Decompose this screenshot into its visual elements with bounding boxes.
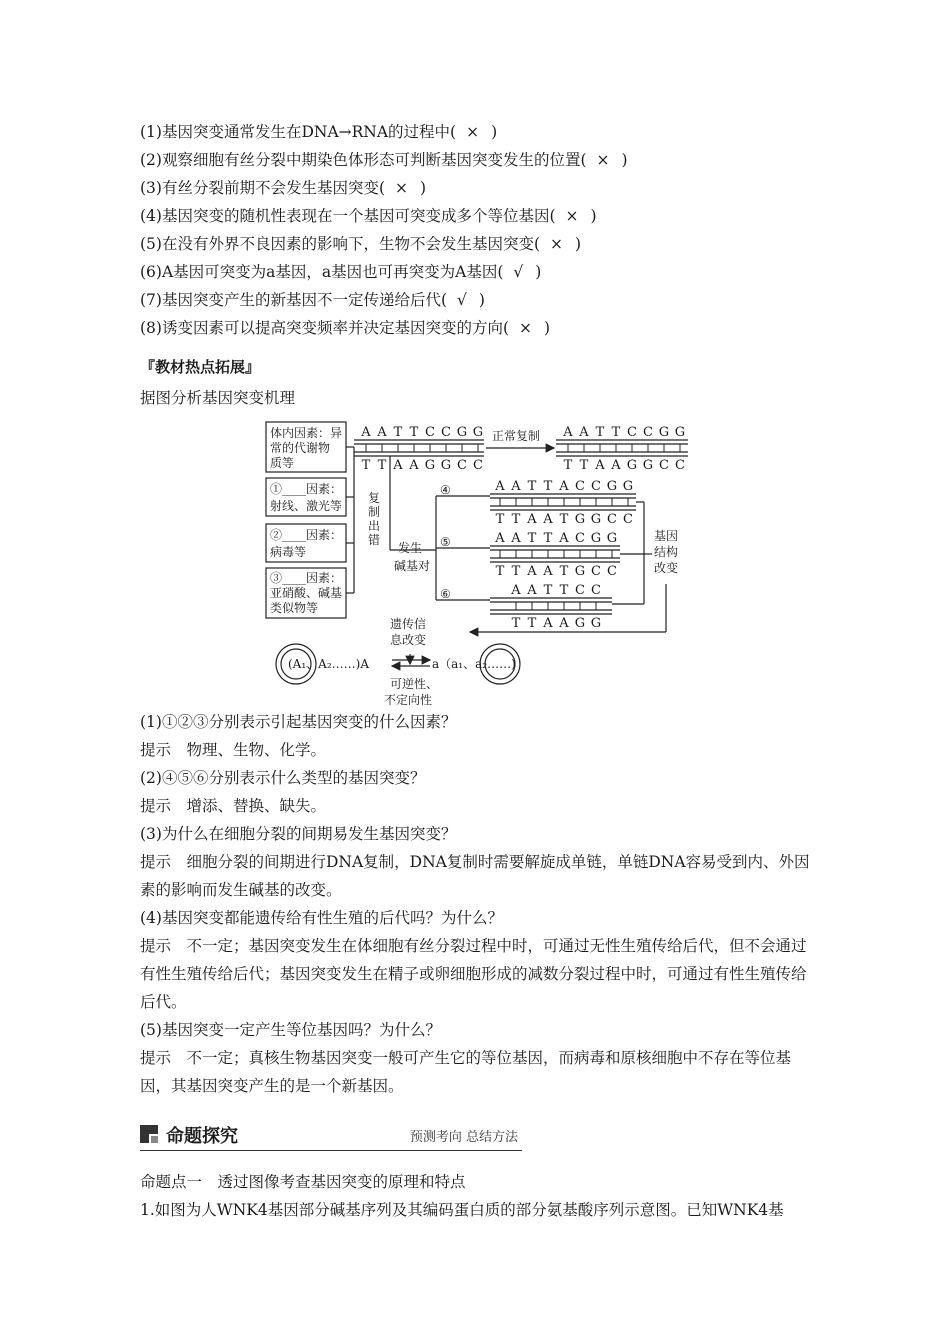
judgement-close: ) <box>420 179 427 197</box>
base-letter: A <box>527 583 537 598</box>
base-letter: T <box>527 531 537 546</box>
box1-line: 质等 <box>270 456 295 470</box>
answer: 提示 物理、生物、化学。 <box>140 741 327 759</box>
section-square-icon <box>140 1125 158 1143</box>
base-letter: G <box>606 531 618 546</box>
m5-strand1 <box>494 531 617 546</box>
top-right-strand1 <box>562 425 685 440</box>
base-letter: C <box>575 583 585 598</box>
section-title: 教材热点拓展 <box>155 358 246 376</box>
judgement-text: (2)观察细胞有丝分裂中期染色体形态可判断基因突变发生的位置( <box>140 151 587 169</box>
traits-line: 可逆性、 <box>390 677 439 691</box>
ticks-m5 <box>500 550 612 558</box>
judgement-close: ) <box>590 207 597 225</box>
judgement-mark: × <box>519 319 533 337</box>
base-letter: C <box>623 512 633 527</box>
banner-title: 命题探究 <box>166 1126 238 1147</box>
base-letter: A <box>543 512 553 527</box>
base-letter: C <box>675 458 685 473</box>
answer: 提示 不一定；基因突变发生在体细胞有丝分裂过程中时，可通过无性生殖传给后代，但不会通过有性生殖传给后代；基因突变发生在精子或卵细胞形成的减数分裂过程中时，可通过有性生殖传给后代。 <box>140 937 807 1011</box>
structure-change-line: 结构 <box>654 545 679 559</box>
base-letter: C <box>575 531 585 546</box>
answer: 提示 增添、替换、缺失。 <box>140 797 327 815</box>
ticks-m6 <box>516 602 596 610</box>
info-change-line: 息改变 <box>390 633 427 647</box>
base-letter: C <box>659 458 669 473</box>
normal-copy-label: 正常复制 <box>492 429 541 443</box>
base-letter: A <box>377 425 387 440</box>
base-letter: C <box>591 479 601 494</box>
base-letter: A <box>595 458 605 473</box>
base-letter: A <box>559 479 569 494</box>
base-letter: A <box>527 564 537 579</box>
base-letter: C <box>591 583 601 598</box>
base-letter: C <box>607 512 617 527</box>
ticks-top-left <box>366 444 478 452</box>
base-letter: T <box>511 512 521 527</box>
base-letter: G <box>658 425 670 440</box>
box4-line: 亚硝酸、碱基 <box>270 586 343 600</box>
answer: 提示 不一定；真核生物基因突变一般可产生它的等位基因，而病毒和原核细胞中不存在等位基因，其基因突变产生的是一个新基因。 <box>140 1049 792 1095</box>
base-letter: G <box>674 425 686 440</box>
base-letter: T <box>543 479 553 494</box>
judgement-text: (5)在没有外界不良因素的影响下，生物不会发生基因突变( <box>140 235 541 253</box>
pair-change-line: 碱基对 <box>394 559 431 573</box>
judgement-close: ) <box>478 291 485 309</box>
banner-rule <box>140 1150 522 1151</box>
base-letter: T <box>495 512 505 527</box>
base-letter: A <box>495 531 505 546</box>
base-letter: T <box>527 616 537 631</box>
structure-change-line: 改变 <box>654 561 679 575</box>
ticks-m4 <box>500 498 628 506</box>
base-letter: T <box>527 479 537 494</box>
base-letter: G <box>590 512 602 527</box>
judgement-mark: × <box>565 207 579 225</box>
base-letter: T <box>511 616 521 631</box>
base-letter: G <box>642 458 654 473</box>
box1-line: 体内因素：异 <box>270 426 343 440</box>
base-letter: G <box>424 458 436 473</box>
structure-change-line: 基因 <box>654 529 679 543</box>
base-letter: A <box>511 583 521 598</box>
proposition-point: 命题点一 透过图像考查基因突变的原理和特点 <box>140 1173 466 1191</box>
base-letter: A <box>611 458 621 473</box>
base-letter: C <box>643 425 653 440</box>
base-letter: C <box>607 564 617 579</box>
copy-error-char: 制 <box>368 505 381 519</box>
base-letter: T <box>595 425 605 440</box>
mutation-6-label: ⑥ <box>440 587 451 601</box>
judgement-text: (3)有丝分裂前期不会发生基因突变( <box>140 179 386 197</box>
intro-text: 据图分析基因突变机理 <box>140 389 296 407</box>
cycle-right-label: a（a₁、a₂……) <box>432 657 516 671</box>
judgement-mark: × <box>395 179 409 197</box>
box4-line: 类似物等 <box>270 601 319 615</box>
mutation-5-label: ⑤ <box>440 535 451 549</box>
judgement-text: (7)基因突变产生的新基因不一定传递给后代( <box>140 291 448 309</box>
judgement-mark: × <box>596 151 610 169</box>
m6-strand2 <box>512 616 602 631</box>
base-letter: T <box>543 531 553 546</box>
copy-error-char: 出 <box>368 519 381 533</box>
ticks-top-right <box>568 444 680 452</box>
box2-line: 射线、激光等 <box>270 499 343 513</box>
base-letter: G <box>472 425 484 440</box>
judgement-close: ) <box>544 319 551 337</box>
base-letter: C <box>457 458 467 473</box>
base-letter: G <box>440 458 452 473</box>
base-letter: T <box>611 425 621 440</box>
base-letter: T <box>543 583 553 598</box>
base-letter: A <box>579 425 589 440</box>
box4-line: ③____因素： <box>270 571 343 585</box>
base-letter: A <box>495 479 505 494</box>
m4-strand2 <box>496 512 633 527</box>
judgement-text: (1)基因突变通常发生在DNA→RNA的过程中( <box>140 123 457 141</box>
base-letter: T <box>495 564 505 579</box>
base-letter: A <box>409 458 419 473</box>
base-letter: A <box>511 531 521 546</box>
base-letter: G <box>574 512 586 527</box>
box3-line: 病毒等 <box>270 545 307 559</box>
base-letter: C <box>627 425 637 440</box>
base-letter: G <box>456 425 468 440</box>
info-change-line: 遗传信 <box>390 617 427 631</box>
base-letter: A <box>563 425 573 440</box>
base-letter: A <box>543 564 553 579</box>
base-letter: T <box>559 583 569 598</box>
base-letter: C <box>575 479 585 494</box>
section-bracket-open: 『 <box>140 358 156 376</box>
base-letter: T <box>409 425 419 440</box>
question-1: 1.如图为人WNK4基因部分碱基序列及其编码蛋白质的部分氨基酸序列示意图。已知WNK4基 <box>140 1201 784 1219</box>
base-letter: C <box>473 458 483 473</box>
base-letter: A <box>527 512 537 527</box>
base-letter: G <box>622 479 634 494</box>
m6-strand1 <box>510 583 601 598</box>
question: (1)①②③分别表示引起基因突变的什么因素？ <box>140 713 457 731</box>
base-letter: A <box>393 458 403 473</box>
judgement-mark: √ <box>457 291 467 309</box>
base-letter: G <box>590 616 602 631</box>
box3-line: ②____因素： <box>270 528 343 542</box>
traits-line: 不定向性 <box>384 693 433 707</box>
base-letter: G <box>574 564 586 579</box>
top-left-strand1 <box>360 425 483 440</box>
question: (5)基因突变一定产生等位基因吗？为什么？ <box>140 1021 441 1039</box>
m5-strand2 <box>496 564 617 579</box>
pair-change-line: 发生 <box>398 541 423 555</box>
judgement-close: ) <box>535 263 542 281</box>
question: (2)④⑤⑥分别表示什么类型的基因突变？ <box>140 769 426 787</box>
judgement-text: (6)A基因可突变为a基因，a基因也可再突变为A基因( <box>140 263 504 281</box>
answer: 提示 细胞分裂的间期进行DNA复制，DNA复制时需要解旋成单链，单链DNA容易受到内、外因素的影响而发生碱基的改变。 <box>140 853 810 899</box>
mutation-4-label: ④ <box>440 483 451 497</box>
base-letter: A <box>559 531 569 546</box>
judgement-mark: × <box>550 235 564 253</box>
judgement-close: ) <box>491 123 498 141</box>
question: (3)为什么在细胞分裂的间期易发生基因突变？ <box>140 825 457 843</box>
base-letter: T <box>511 564 521 579</box>
judgement-mark: × <box>466 123 480 141</box>
top-left-strand2 <box>362 458 483 473</box>
judgement-text: (8)诱变因素可以提高突变频率并决定基因突变的方向( <box>140 319 510 337</box>
base-letter: T <box>393 425 403 440</box>
box2-line: ①____因素： <box>270 482 343 496</box>
base-letter: A <box>543 616 553 631</box>
section-bracket-close: 』 <box>245 358 261 376</box>
base-letter: G <box>626 458 638 473</box>
base-letter: T <box>377 458 387 473</box>
base-letter: G <box>590 531 602 546</box>
base-letter: C <box>425 425 435 440</box>
judgement-close: ) <box>575 235 582 253</box>
top-right-strand2 <box>564 458 685 473</box>
base-letter: T <box>559 512 569 527</box>
base-letter: C <box>441 425 451 440</box>
judgement-close: ) <box>621 151 628 169</box>
base-letter: G <box>574 616 586 631</box>
base-letter: A <box>559 616 569 631</box>
base-letter: C <box>591 564 601 579</box>
base-letter: A <box>511 479 521 494</box>
cycle-left-label: (A₁、A₂……)A <box>288 657 369 671</box>
box1-line: 常的代谢物 <box>270 441 331 455</box>
banner-subtitle: 预测考向 总结方法 <box>409 1130 518 1145</box>
question: (4)基因突变都能遗传给有性生殖的后代吗？为什么？ <box>140 909 503 927</box>
base-letter: T <box>579 458 589 473</box>
m4-strand1 <box>494 479 633 494</box>
base-letter: T <box>563 458 573 473</box>
copy-error-char: 复 <box>368 491 381 505</box>
copy-error-char: 错 <box>368 533 381 547</box>
section-banner <box>140 1121 522 1151</box>
judgement-text: (4)基因突变的随机性表现在一个基因可突变成多个等位基因( <box>140 207 556 225</box>
judgement-mark: √ <box>513 263 524 281</box>
base-letter: A <box>361 425 371 440</box>
base-letter: T <box>559 564 569 579</box>
base-letter: T <box>361 458 371 473</box>
base-letter: G <box>606 479 618 494</box>
